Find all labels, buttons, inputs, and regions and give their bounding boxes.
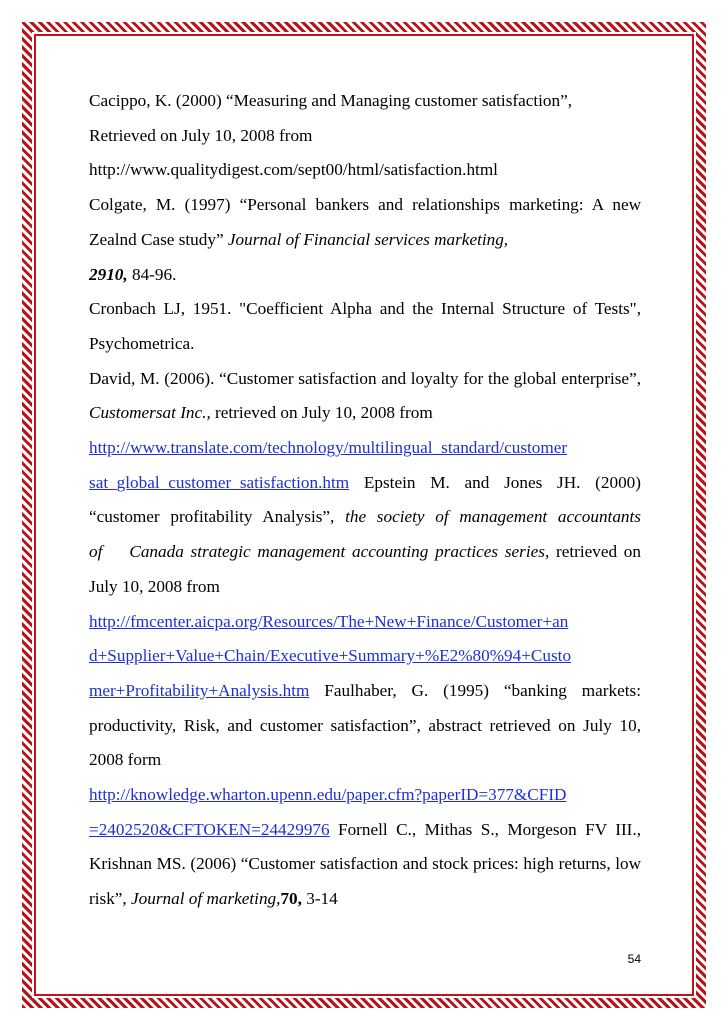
epstein-source-b: Canada strategic management accounting practices series, bbox=[129, 542, 550, 562]
colgate-volume: 2910, bbox=[89, 264, 128, 284]
colgate-pages: 84-96. bbox=[127, 264, 177, 284]
david-url-part2: sat_global_customer_satisfaction.htm bbox=[89, 472, 350, 492]
reference-cronbach bbox=[89, 292, 641, 361]
faulhaber-text: Faulhaber, G. (1995) “banking markets: productivity, Risk, and customer satisfaction”, abstract retrieved on July 10, 2008 form bbox=[89, 680, 641, 770]
cacippo-url: http://www.qualitydigest.com/sept00/html/satisfaction.html bbox=[89, 160, 498, 180]
faulhaber-url-part1: http://knowledge.wharton.upenn.edu/paper.cfm?paperID=377&CFID bbox=[89, 785, 567, 805]
david-text: David, M. (2006). “Customer satisfaction and loyalty for the global enterprise”, bbox=[89, 368, 641, 388]
david-retrieved: retrieved on July 10, 2008 from bbox=[210, 403, 433, 423]
cacippo-line2: Retrieved on July 10, 2008 from bbox=[89, 125, 313, 145]
david-url-part1: http://www.translate.com/technology/multilingual_standard/customer bbox=[89, 438, 568, 458]
epstein-url-part3: mer+Profitability+Analysis.htm bbox=[89, 680, 310, 700]
colgate-text: Colgate, M. (1997) “Personal bankers and relationships marketing: A new Zealnd Case study” bbox=[89, 195, 641, 249]
fornell-volume: 70, bbox=[280, 889, 302, 909]
epstein-url-part1: http://fmcenter.aicpa.org/Resources/The+New+Finance/Customer+an bbox=[89, 611, 569, 631]
cacippo-line1: Cacippo, K. (2000) “Measuring and Managing customer satisfaction”, bbox=[89, 91, 573, 110]
epstein-retrieved: retrieved on July 10, 2008 from bbox=[89, 542, 641, 596]
reference-david-group bbox=[89, 362, 641, 917]
reference-colgate bbox=[89, 188, 641, 292]
fornell-journal: Journal of marketing, bbox=[131, 889, 281, 909]
epstein-url-part2: d+Supplier+Value+Chain/Executive+Summary+%E2%80%94+Custo bbox=[89, 646, 572, 666]
cronbach-text: Cronbach LJ, 1951. "Coefficient Alpha and the Internal Structure of Tests", Psychometrica. bbox=[89, 299, 641, 353]
references-list bbox=[89, 84, 641, 917]
epstein-source-a: the society of management accountants of bbox=[89, 507, 641, 562]
faulhaber-url-part2: =2402520&CFTOKEN=24429976 bbox=[89, 819, 330, 839]
page-number: 54 bbox=[627, 952, 641, 966]
colgate-journal: Journal of Financial services marketing, bbox=[227, 229, 509, 249]
reference-cacippo bbox=[89, 84, 641, 188]
fornell-text: Fornell C., Mithas S., Morgeson FV III., Krishnan MS. (2006) “Customer satisfaction and stock prices: high returns, low risk”, bbox=[89, 819, 641, 909]
epstein-text: Epstein M. and Jones JH. (2000) “customer profitability Analysis”, bbox=[89, 472, 641, 527]
fornell-pages: 3-14 bbox=[301, 889, 338, 909]
david-source: Customersat Inc., bbox=[89, 403, 211, 423]
